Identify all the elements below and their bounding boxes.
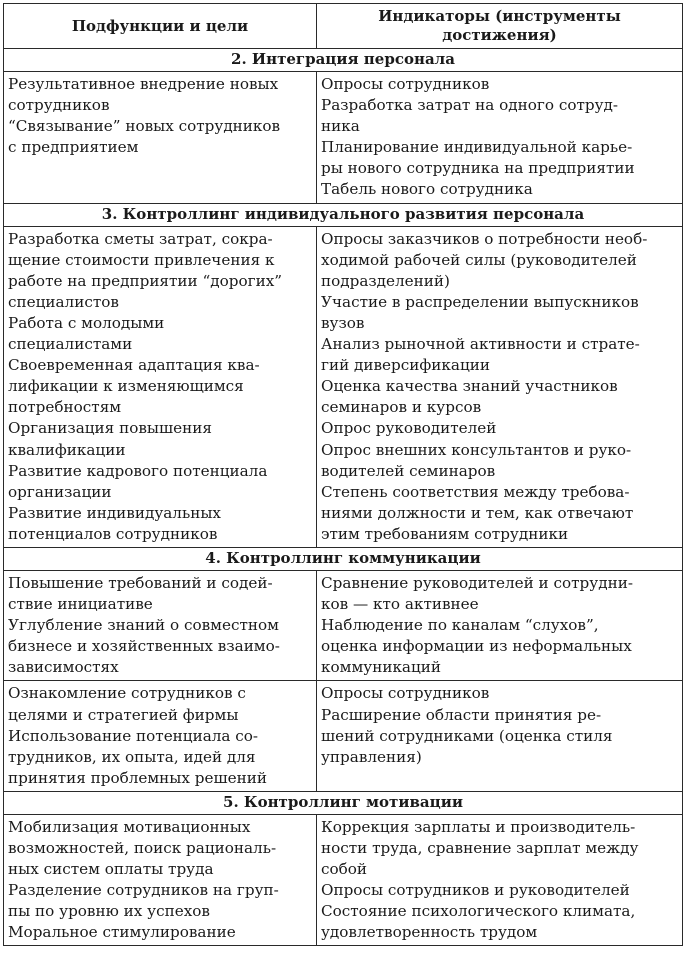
subfunction-cell	[4, 814, 317, 946]
indicator-line: водителей семинаров	[321, 461, 496, 480]
table-row	[4, 814, 683, 946]
indicator-line: этим требованиям сотрудники	[321, 524, 569, 543]
indicator-line: Опросы сотрудников и руководителей	[321, 881, 630, 900]
header-col2-line1: Индикаторы (инструменты	[378, 7, 621, 25]
table-header-row	[4, 4, 683, 49]
indicator-line: Сравнение руководителей и сотрудни-	[321, 573, 633, 592]
indicator-line: семинаров и курсов	[321, 398, 482, 417]
indicator-line: Анализ рыночной активности и страте-	[321, 335, 640, 354]
subfunction-line: принятия проблемных решений	[8, 768, 267, 787]
subfunction-line: организации	[8, 482, 112, 501]
indicator-line: ходимой рабочей силы (руководителей	[321, 250, 637, 269]
subfunction-line: возможностей, поиск рациональ-	[8, 839, 277, 857]
indicator-line: Расширение области принятия ре-	[321, 705, 602, 724]
subfunction-line: потребностям	[8, 398, 122, 417]
header-indicators	[317, 4, 683, 49]
indicator-line: Разработка затрат на одного сотруд-	[321, 96, 619, 115]
table-row	[4, 570, 683, 680]
subfunction-line: Повышение требований и содей-	[8, 573, 273, 592]
subfunction-line: ных систем оплаты труда	[8, 860, 214, 879]
subfunction-line: Развитие кадрового потенциала	[8, 461, 268, 480]
subfunction-line: лификации к изменяющимся	[8, 377, 244, 396]
controlling-table	[3, 3, 683, 946]
indicator-line: Наблюдение по каналам “слухов”,	[321, 616, 599, 635]
header-col1-text: Подфункции и цели	[71, 16, 249, 35]
header-subfunctions	[4, 4, 317, 49]
section-title: 3. Контроллинг индивидуального развития персонала	[4, 203, 683, 226]
table-body	[4, 49, 683, 946]
indicator-line: Опросы заказчиков о потребности необ-	[321, 229, 648, 248]
section-title: 5. Контроллинг мотивации	[4, 791, 683, 814]
indicator-line: Опросы сотрудников	[321, 684, 490, 703]
subfunction-line: Своевременная адаптация ква-	[8, 356, 260, 375]
indicator-cell	[317, 814, 683, 946]
header-col2-line2: достижения)	[442, 26, 557, 44]
indicator-line: Участие в распределении выпускников	[321, 292, 639, 311]
section-header-row	[4, 203, 683, 226]
indicator-cell	[317, 570, 683, 680]
subfunction-line: щение стоимости привлечения к	[8, 250, 275, 269]
indicator-line: оценка информации из неформальных	[321, 637, 632, 656]
subfunction-line: бизнесе и хозяйственных взаимо-	[8, 637, 280, 656]
indicator-line: вузов	[321, 313, 365, 332]
indicator-line: Опрос руководителей	[321, 419, 497, 438]
subfunction-cell	[4, 72, 317, 204]
indicator-line: гий диверсификации	[321, 356, 490, 375]
subfunction-line: Ознакомление сотрудников с	[8, 684, 246, 703]
subfunction-line: Использование потенциала со-	[8, 726, 259, 745]
indicator-line: ниями должности и тем, как отвечают	[321, 503, 634, 522]
subfunction-line: Углубление знаний о совместном	[8, 616, 279, 635]
section-header-row	[4, 49, 683, 72]
subfunction-line: Работа с молодыми	[8, 313, 165, 332]
indicator-line: Опросы сотрудников	[321, 75, 490, 93]
subfunction-line: пы по уровню их успехов	[8, 902, 210, 921]
indicator-line: Коррекция зарплаты и производитель-	[321, 817, 636, 836]
table-row	[4, 226, 683, 547]
subfunction-line: потенциалов сотрудников	[8, 524, 218, 543]
subfunction-line: работе на предприятии “дорогих”	[8, 271, 283, 290]
subfunction-line: специалистами	[8, 335, 133, 354]
indicator-line: ника	[321, 117, 360, 136]
indicator-line: Оценка качества знаний участников	[321, 377, 618, 396]
subfunction-line: Организация повышения	[8, 419, 212, 438]
indicator-line: Опрос внешних консультантов и руко-	[321, 440, 632, 459]
subfunction-cell	[4, 226, 317, 547]
indicator-line: Степень соответствия между требова-	[321, 482, 630, 501]
indicator-line: управления)	[321, 747, 422, 766]
indicator-line: шений сотрудниками (оценка стиля	[321, 726, 613, 745]
subfunction-line: Результативное внедрение новых	[8, 75, 279, 93]
table-row	[4, 72, 683, 204]
subfunction-line: сотрудников	[8, 96, 110, 115]
indicator-line: Состояние психологического климата,	[321, 902, 636, 921]
indicator-cell	[317, 681, 683, 791]
indicator-line: подразделений)	[321, 271, 450, 290]
section-title: 4. Контроллинг коммуникации	[4, 547, 683, 570]
subfunction-line: ствие инициативе	[8, 595, 153, 614]
indicator-line: коммуникаций	[321, 658, 442, 677]
subfunction-line: зависимостях	[8, 658, 119, 677]
indicator-line: ры нового сотрудника на предприятии	[321, 159, 635, 178]
section-header-row	[4, 791, 683, 814]
indicator-line: собой	[321, 860, 368, 879]
subfunction-cell	[4, 570, 317, 680]
indicator-line: ков — кто активнее	[321, 595, 479, 614]
table-row	[4, 681, 683, 791]
indicator-line: Табель нового сотрудника	[321, 180, 533, 199]
subfunction-line: Моральное стимулирование	[8, 923, 236, 942]
subfunction-line: с предприятием	[8, 138, 139, 157]
indicator-cell	[317, 72, 683, 204]
subfunction-line: Разработка сметы затрат, сокра-	[8, 229, 273, 248]
section-header-row	[4, 547, 683, 570]
indicator-cell	[317, 226, 683, 547]
subfunction-line: Разделение сотрудников на груп-	[8, 881, 279, 900]
subfunction-line: Мобилизация мотивационных	[8, 817, 251, 836]
subfunction-line: Развитие индивидуальных	[8, 503, 221, 522]
subfunction-line: “Связывание” новых сотрудников	[8, 117, 281, 136]
subfunction-cell	[4, 681, 317, 791]
indicator-line: Планирование индивидуальной карье-	[321, 138, 633, 157]
indicator-line: удовлетворенность трудом	[321, 923, 538, 942]
subfunction-line: трудников, их опыта, идей для	[8, 747, 256, 766]
subfunction-line: специалистов	[8, 292, 119, 311]
subfunction-line: целями и стратегией фирмы	[8, 705, 239, 724]
subfunction-line: квалификации	[8, 440, 126, 459]
indicator-line: ности труда, сравнение зарплат между	[321, 839, 639, 857]
section-title: 2. Интеграция персонала	[4, 49, 683, 72]
